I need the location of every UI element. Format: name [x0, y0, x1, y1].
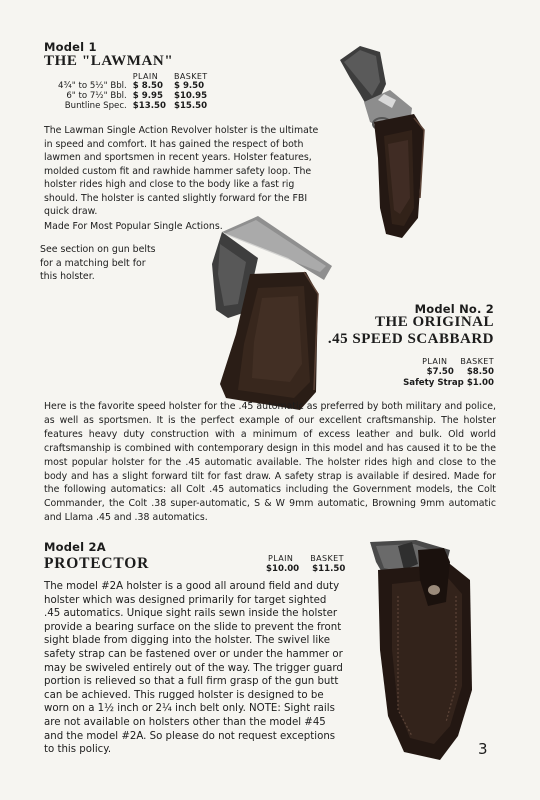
speed-scabbard-title-line2: .45 SPEED SCABBARD — [327, 331, 494, 347]
lawman-price-table — [58, 72, 208, 111]
lawman-single-action-note: Made For Most Popular Single Actions. — [44, 221, 223, 232]
lawman-price-header-row — [58, 72, 208, 81]
lawman-title: THE "LAWMAN" — [44, 53, 174, 69]
speed-scabbard-title-line1: THE ORIGINAL — [375, 314, 494, 330]
lawman-holster-photo — [320, 38, 440, 244]
price-row-label: Buntline Spec. — [64, 101, 127, 111]
speed-scabbard-model-number: Model No. 2 — [414, 302, 494, 316]
price-row-basket: $10.95 — [173, 91, 208, 101]
price-row-plain: $ 8.50 — [132, 81, 163, 91]
price-plain: $10.00 — [266, 564, 300, 574]
lawman-belt-note: See section on gun belts for a matching belt for this holster. — [40, 244, 156, 282]
price-row-plain: $ 9.95 — [132, 91, 163, 101]
price-row-basket: $ 9.50 — [173, 81, 205, 91]
lawman-model-number: Model 1 — [44, 40, 97, 54]
speed-scabbard-safety-strap-price: Safety Strap $1.00 — [403, 378, 494, 388]
lawman-description: The Lawman Single Action Revolver holster is the ultimate in speed and comfort. It has gained the respect of both lawmen and sportsmen in recent years. Holster features, molded custom fit and rawhide hammer safety loop. The holster rides high and close to the body like a fast rig should. The holster is canted slightly forward for the FBI quick draw. — [44, 125, 319, 217]
protector-description: The model #2A holster is a good all around field and duty holster which was designed primarily for target sighted .45 automatics. Unique sight rails sewn inside the holster provide a bearing surface on the slide to prevent the front sight blade from digging into the holster. The swivel like safety strap can be fastened over or under the hammer or may be swiveled entirely out of the way. The trigger guard portion is relieved so that a full firm grasp of the gun butt can be achieved. This rugged holster is designed to be worn on a 1½ inch or 2¼ inch belt only. NOTE: Sight rails are not available on holsters other than the model #45 and the model #2A. So please do not request exceptions to this policy. — [44, 581, 343, 756]
price-basket: $11.50 — [312, 564, 346, 574]
protector-holster-photo — [358, 540, 486, 762]
price-row-label: 6" to 7½" Bbl. — [66, 91, 127, 101]
speed-scabbard-description: Here is the favorite speed holster for the .45 automatic as preferred by both military and police, as well as sportsmen. It is the perfect example of our excellent craftsmanship. The holster features heavy duty construction with a minimum of excess leather and bulk. Old world craftsmanship is combined with contemporary design in this model and has caused it to be the most popular holster for the .45 automatic available. The holster rides high and close to the body and has a slight forward tilt for fast draw. A safety strap is available if desired. Made for the following automatics: all Colt .45 automatics including the Government models, the Colt Commander, the Colt .38 super-automatic, S & W 9mm automatic, Browning 9mm automatic and Llama .45 and .38 automatics. — [44, 401, 496, 524]
lawman-price-row — [58, 101, 208, 111]
speed-scabbard-price-headers — [420, 357, 494, 366]
page-number: 3 — [478, 740, 488, 758]
speed-scabbard-prices — [414, 367, 494, 377]
price-row-plain: $13.50 — [132, 101, 166, 111]
price-header-plain: PLAIN — [268, 554, 294, 563]
protector-prices — [266, 564, 345, 574]
lawman-price-row — [58, 81, 208, 91]
protector-title: PROTECTOR — [44, 555, 150, 572]
price-header-plain: PLAIN — [132, 72, 159, 81]
lawman-price-row — [58, 91, 208, 101]
price-header-basket: BASKET — [310, 554, 344, 563]
protector-price-headers — [268, 554, 344, 563]
price-row-label: 4¾" to 5½" Bbl. — [58, 81, 127, 91]
price-basket: $8.50 — [466, 367, 494, 377]
protector-model-number: Model 2A — [44, 540, 106, 554]
price-row-basket: $15.50 — [173, 101, 208, 111]
price-header-plain: PLAIN — [422, 357, 448, 366]
price-header-basket: BASKET — [460, 357, 494, 366]
price-header-basket: BASKET — [173, 72, 208, 81]
price-plain: $7.50 — [426, 367, 454, 377]
